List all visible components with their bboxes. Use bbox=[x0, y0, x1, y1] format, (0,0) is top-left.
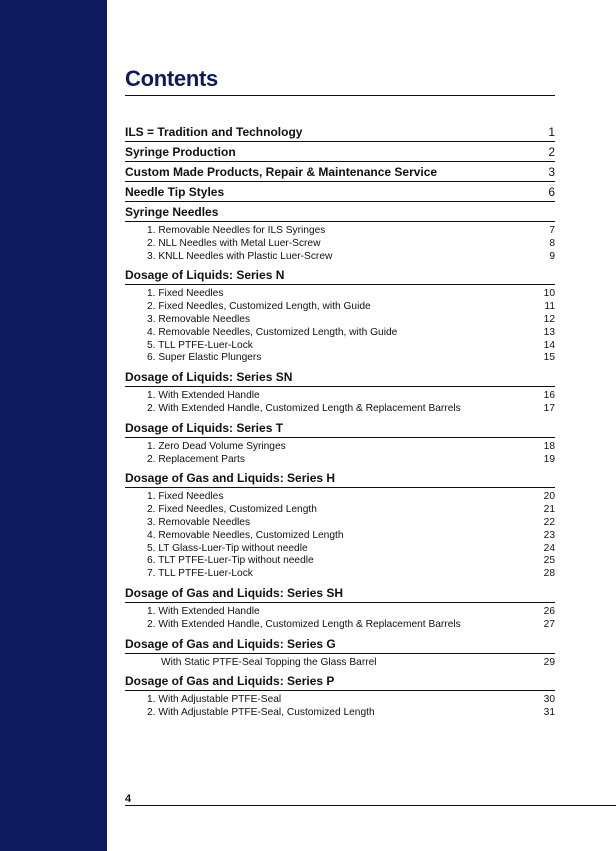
toc-subitem-page: 16 bbox=[543, 390, 555, 402]
toc-section-heading[interactable] bbox=[125, 164, 555, 182]
toc-section-heading[interactable] bbox=[125, 636, 555, 654]
toc-subitem-label: 1. With Extended Handle bbox=[147, 605, 260, 617]
toc-subitem[interactable] bbox=[125, 555, 555, 568]
toc-section bbox=[125, 164, 555, 182]
footer-rule bbox=[125, 805, 616, 806]
toc-section-page: 6 bbox=[548, 185, 555, 199]
table-of-contents bbox=[125, 122, 555, 722]
toc-subitem-label: 2. With Extended Handle, Customized Length & Replacement Barrels bbox=[147, 618, 461, 630]
toc-subitem-page: 27 bbox=[543, 618, 555, 630]
toc-section-title: Dosage of Gas and Liquids: Series G bbox=[125, 636, 336, 651]
toc-subitem-page: 25 bbox=[543, 555, 555, 567]
toc-subitem-page: 29 bbox=[543, 656, 555, 668]
toc-section-heading[interactable] bbox=[125, 420, 555, 438]
toc-section-heading[interactable] bbox=[125, 267, 555, 285]
toc-subitem[interactable] bbox=[125, 238, 555, 251]
toc-subitem[interactable] bbox=[125, 225, 555, 238]
toc-subitem-page: 7 bbox=[549, 225, 555, 236]
toc-subitem-label: 2. Fixed Needles, Customized Length bbox=[147, 504, 317, 516]
toc-section-title: Dosage of Liquids: Series T bbox=[125, 420, 284, 435]
toc-subitem-page: 20 bbox=[543, 491, 555, 503]
toc-subitems bbox=[125, 691, 555, 722]
toc-subitem-label: 1. Zero Dead Volume Syringes bbox=[147, 440, 286, 452]
toc-subitem[interactable] bbox=[125, 314, 555, 327]
toc-subitem-label: 1. With Adjustable PTFE-Seal bbox=[147, 694, 282, 706]
toc-subitem-label: 5. LT Glass-Luer-Tip without needle bbox=[147, 542, 308, 554]
toc-subitems bbox=[125, 603, 555, 634]
toc-section-title: Dosage of Gas and Liquids: Series SH bbox=[125, 585, 344, 600]
toc-subitem-page: 12 bbox=[543, 313, 555, 325]
toc-subitem[interactable] bbox=[125, 504, 555, 517]
toc-section-heading[interactable] bbox=[125, 204, 555, 222]
toc-subitem[interactable] bbox=[125, 454, 555, 467]
toc-section-title: Needle Tip Styles bbox=[125, 185, 225, 199]
toc-section-title: Syringe Needles bbox=[125, 205, 219, 219]
toc-subitem[interactable] bbox=[125, 352, 555, 365]
toc-section-page: 3 bbox=[548, 165, 555, 179]
toc-section bbox=[125, 267, 555, 367]
toc-section-heading[interactable] bbox=[125, 144, 555, 162]
toc-subitem-label: 4. Removable Needles, Customized Length, with Guide bbox=[147, 326, 398, 338]
toc-section bbox=[125, 369, 555, 418]
toc-subitem[interactable] bbox=[125, 568, 555, 581]
toc-subitem-label: 1. Fixed Needles bbox=[147, 491, 224, 503]
toc-section-heading[interactable] bbox=[125, 470, 555, 488]
toc-section-heading[interactable] bbox=[125, 369, 555, 387]
toc-section bbox=[125, 420, 555, 469]
toc-section-heading[interactable] bbox=[125, 673, 555, 691]
toc-subitems bbox=[125, 438, 555, 469]
toc-subitem-page: 11 bbox=[544, 301, 555, 313]
toc-subitem-page: 22 bbox=[543, 516, 555, 528]
toc-section-title: Custom Made Products, Repair & Maintenance Service bbox=[125, 165, 438, 179]
toc-subitem[interactable] bbox=[125, 441, 555, 454]
toc-section bbox=[125, 585, 555, 634]
toc-subitem-page: 26 bbox=[543, 605, 555, 617]
toc-subitem-page: 31 bbox=[543, 707, 555, 719]
toc-subitem-label: 2. Replacement Parts bbox=[147, 453, 245, 465]
toc-subitem[interactable] bbox=[125, 251, 555, 264]
toc-subitem-label: 1. Fixed Needles bbox=[147, 288, 224, 300]
sidebar-band bbox=[0, 0, 107, 851]
toc-subitem[interactable] bbox=[125, 707, 555, 720]
toc-subitem-page: 17 bbox=[543, 402, 555, 414]
toc-subitem-page: 18 bbox=[543, 440, 555, 452]
toc-section-title: Syringe Production bbox=[125, 145, 236, 159]
toc-subitem-label: With Static PTFE-Seal Topping the Glass Barrel bbox=[161, 656, 377, 668]
toc-subitems bbox=[125, 488, 555, 583]
toc-section-page: 2 bbox=[548, 145, 555, 159]
toc-subitem[interactable] bbox=[125, 530, 555, 543]
toc-subitem-page: 10 bbox=[543, 288, 555, 300]
toc-subitem-page: 13 bbox=[543, 326, 555, 338]
toc-section-page: 1 bbox=[548, 125, 555, 139]
toc-section-title: Dosage of Liquids: Series N bbox=[125, 268, 285, 283]
toc-subitems bbox=[125, 387, 555, 418]
toc-subitem[interactable] bbox=[125, 403, 555, 416]
toc-subitem[interactable] bbox=[125, 340, 555, 353]
toc-subitem[interactable] bbox=[125, 543, 555, 556]
toc-subitem-label: 3. KNLL Needles with Plastic Luer-Screw bbox=[147, 250, 333, 262]
toc-section bbox=[125, 470, 555, 583]
toc-section-heading[interactable] bbox=[125, 124, 555, 142]
toc-subitem-page: 14 bbox=[543, 339, 555, 351]
toc-subitem[interactable] bbox=[125, 288, 555, 301]
toc-subitem-label: 2. With Extended Handle, Customized Length & Replacement Barrels bbox=[147, 402, 461, 414]
toc-subitem-label: 1. Removable Needles for ILS Syringes bbox=[147, 225, 326, 236]
toc-section-title: Dosage of Gas and Liquids: Series H bbox=[125, 471, 336, 486]
toc-subitem[interactable] bbox=[125, 301, 555, 314]
toc-section bbox=[125, 184, 555, 202]
toc-subitem[interactable] bbox=[125, 606, 555, 619]
page-title: Contents bbox=[125, 66, 555, 96]
toc-subitem-label: 7. TLL PTFE-Luer-Lock bbox=[147, 568, 253, 580]
toc-subitem-label: 2. Fixed Needles, Customized Length, with Guide bbox=[147, 301, 371, 313]
toc-subitem-page: 30 bbox=[543, 694, 555, 706]
toc-subitem-page: 24 bbox=[543, 542, 555, 554]
toc-section-title: Dosage of Gas and Liquids: Series P bbox=[125, 674, 335, 689]
toc-subitems bbox=[125, 285, 555, 367]
toc-section bbox=[125, 204, 555, 265]
toc-section bbox=[125, 673, 555, 722]
toc-subitem-page: 21 bbox=[543, 504, 555, 516]
toc-subitem-label: 6. Super Elastic Plungers bbox=[147, 352, 262, 364]
toc-subitem-label: 2. With Adjustable PTFE-Seal, Customized Length bbox=[147, 707, 375, 719]
toc-subitem[interactable] bbox=[125, 657, 555, 670]
toc-subitems bbox=[125, 654, 555, 672]
toc-section-title: ILS = Tradition and Technology bbox=[125, 125, 303, 139]
toc-subitem[interactable] bbox=[125, 390, 555, 403]
toc-subitem[interactable] bbox=[125, 491, 555, 504]
toc-section bbox=[125, 144, 555, 162]
toc-section-title: Dosage of Liquids: Series SN bbox=[125, 370, 293, 385]
toc-subitem-page: 8 bbox=[549, 237, 555, 249]
toc-section-heading[interactable] bbox=[125, 184, 555, 202]
toc-subitem-label: 5. TLL PTFE-Luer-Lock bbox=[147, 339, 253, 351]
toc-section bbox=[125, 636, 555, 672]
toc-subitems bbox=[125, 222, 555, 265]
toc-subitem-label: 4. Removable Needles, Customized Length bbox=[147, 529, 344, 541]
toc-subitem-page: 19 bbox=[543, 453, 555, 465]
page-number: 4 bbox=[125, 793, 132, 805]
toc-subitem-page: 28 bbox=[543, 568, 555, 580]
toc-section bbox=[125, 124, 555, 142]
toc-subitem-label: 6. TLT PTFE-Luer-Tip without needle bbox=[147, 555, 314, 567]
toc-section-heading[interactable] bbox=[125, 585, 555, 603]
toc-subitem-page: 15 bbox=[543, 352, 555, 364]
toc-subitem-label: 3. Removable Needles bbox=[147, 516, 251, 528]
toc-subitem[interactable] bbox=[125, 327, 555, 340]
toc-subitem-label: 2. NLL Needles with Metal Luer-Screw bbox=[147, 237, 321, 249]
toc-subitem[interactable] bbox=[125, 517, 555, 530]
toc-subitem[interactable] bbox=[125, 619, 555, 632]
toc-subitem-label: 1. With Extended Handle bbox=[147, 390, 260, 402]
toc-subitem-page: 9 bbox=[549, 250, 555, 262]
toc-subitem[interactable] bbox=[125, 694, 555, 707]
toc-subitem-page: 23 bbox=[543, 529, 555, 541]
toc-subitem-label: 3. Removable Needles bbox=[147, 313, 251, 325]
